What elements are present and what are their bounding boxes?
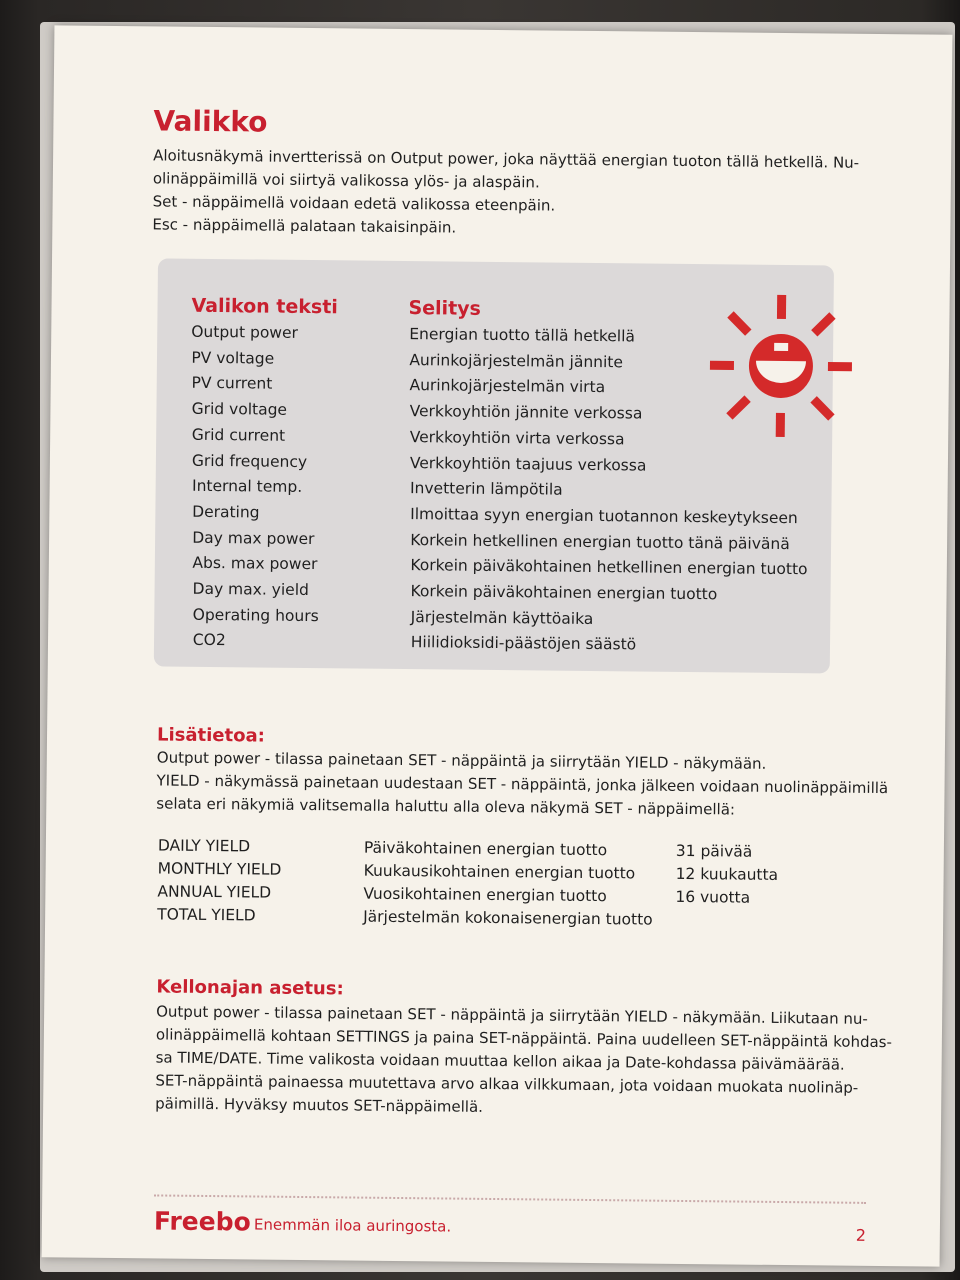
menu-item-text: Operating hours [192,605,319,625]
menu-item-desc: Järjestelmän käyttöaika [410,607,594,628]
menu-item-text: PV current [191,374,273,394]
menu-item-text: Day max. yield [192,579,309,600]
menu-item-text: Output power [191,322,299,342]
menu-item-desc: Hiilidioksidi-päästöjen säästö [410,633,637,654]
sun-smiley-icon [705,290,857,442]
yield-period: 12 kuukautta [675,864,779,884]
kellonaika-line: olinäppäimellä kohtaan SETTINGS ja paina SET-näppäintä. Paina uudelleen SET-näppäintä kohdas- [155,1025,893,1052]
menu-item-text: Internal temp. [191,476,303,497]
menu-item-desc: Verkkoyhtiön taajuus verkossa [409,453,647,475]
yield-period: 31 päivää [675,841,753,861]
intro-line: Aloitusnäkymä invertterissä on Output power, joka näyttää energian tuoton tällä hetkellä. Nu- [153,146,860,172]
menu-item-text: Grid frequency [191,451,308,471]
page-number: 2 [855,1225,867,1245]
yield-desc: Kuukausikohtainen energian tuotto [363,861,636,883]
lisatietoa-line: selata eri näkymiä valitsemalla haluttu alla oleva näkymä SET - näppäimellä: [156,794,736,819]
menu-item-text: CO2 [192,631,226,650]
menu-item-desc: Korkein päiväkohtainen energian tuotto [410,582,718,604]
menu-item-text: Grid current [191,425,286,445]
menu-item-desc: Korkein hetkellinen energian tuotto tänä päivänä [410,530,790,553]
menu-col-header-desc: Selitys [408,297,482,320]
menu-item-text: Abs. max power [192,554,318,574]
menu-item-desc: Verkkoyhtiön jännite verkossa [409,402,643,423]
lisatietoa-line: YIELD - näkymässä painetaan uudestaan SET - näppäintä, jonka jälkeen voidaan nuolinäppäimillä [156,771,889,798]
menu-item-text: Day max power [192,528,315,548]
menu-col-header-text: Valikon teksti [191,294,338,319]
yield-desc: Vuosikohtainen energian tuotto [363,884,607,906]
brand-logo: Freebo [153,1206,251,1237]
yield-name: DAILY YIELD [157,836,251,856]
yield-table [157,836,798,929]
page-title: Valikko [153,104,268,139]
menu-item-text: Grid voltage [191,399,288,419]
yield-name: MONTHLY YIELD [157,859,282,879]
kellonaika-line: SET-näppäintä painaessa muutettava arvo alkaa vilkkumaan, jota voidaan muokata nuolinäp- [155,1071,859,1097]
lisatietoa-line: Output power - tilassa painetaan SET - näppäintä ja siirrytään YIELD - näkymään. [156,748,767,773]
intro-line: Esc - näppäimellä palataan takaisinpäin. [152,215,457,237]
yield-name: TOTAL YIELD [157,905,256,925]
menu-item-desc: Aurinkojärjestelmän virta [409,376,606,397]
menu-item-desc: Aurinkojärjestelmän jännite [409,350,624,371]
kellonaika-paragraph [155,1000,892,1123]
intro-line: olinäppäimillä voi siirtyä valikossa ylös- ja alaspäin. [152,169,540,192]
menu-item-text: PV voltage [191,348,275,368]
kellonaika-line: päimillä. Hyväksy muutos SET-näppäimellä. [155,1094,484,1116]
menu-item-desc: Verkkoyhtiön virta verkossa [409,427,625,449]
intro-paragraph [152,144,860,243]
slogan: Enemmän iloa auringosta. [253,1215,452,1236]
footer-divider [154,1194,866,1203]
menu-item-text: Derating [192,502,260,522]
kellonaika-line: sa TIME/DATE. Time valikosta voidaan muuttaa kellon aikaa ja Date-kohdassa päivämäärää. [155,1048,845,1074]
yield-desc: Päiväkohtainen energian tuotto [363,838,608,860]
kellonaika-heading: Kellonajan asetus: [156,976,344,1000]
menu-item-desc: Korkein päiväkohtainen hetkellinen energian tuotto [410,556,808,579]
menu-item-desc: Ilmoittaa syyn energian tuotannon keskeytykseen [410,504,798,528]
yield-desc: Järjestelmän kokonaisenergian tuotto [363,907,653,929]
yield-name: ANNUAL YIELD [157,882,272,902]
lisatietoa-heading: Lisätietoa: [156,724,265,747]
lisatietoa-paragraph [156,746,888,823]
menu-item-desc: Energian tuotto tällä hetkellä [409,325,636,346]
kellonaika-line: Output power - tilassa painetaan SET - näppäintä ja siirrytään YIELD - näkymään. Liikutaan nu- [156,1002,868,1028]
document-page [42,25,953,1266]
intro-line: Set - näppäimellä voidaan edetä valikossa eteenpäin. [152,192,556,215]
yield-period: 16 vuotta [675,887,751,907]
menu-item-desc: Invetterin lämpötila [409,479,563,499]
